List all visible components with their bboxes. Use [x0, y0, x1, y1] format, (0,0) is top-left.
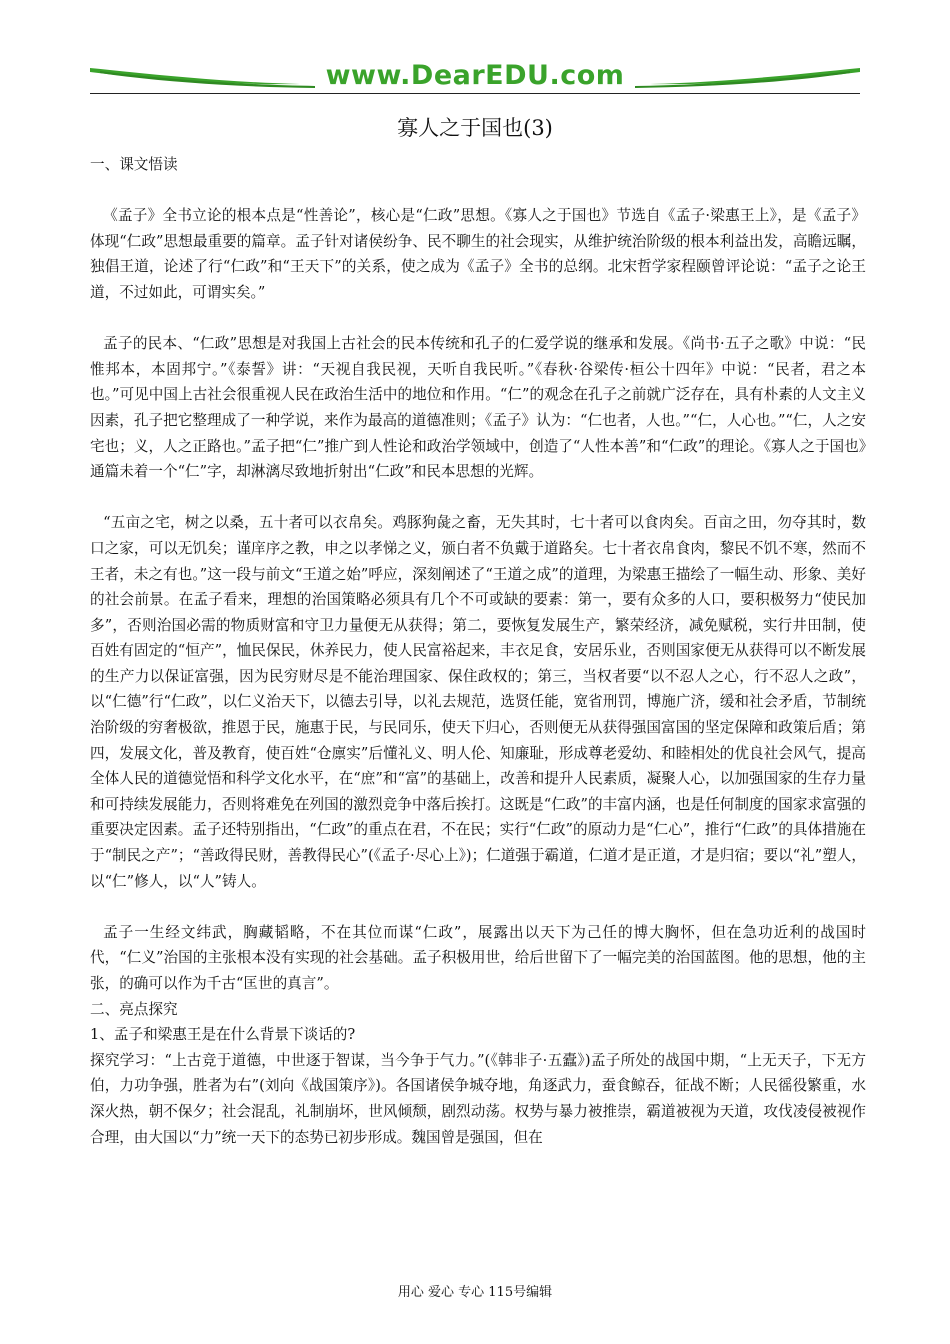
paragraph-4: 孟子一生经文纬武，胸藏韬略，不在其位而谋“仁政”，展露出以天下为己任的博大胸怀，但在急功近利的战国时代，“仁义”治国的主张根本没有实现的社会基础。孟子积极用世，给后世留下了一幅完美的治国蓝图。他的思想，他的主张，的确可以作为千古“匡世的真言”。 — [90, 923, 866, 992]
paragraph-3: “五亩之宅，树之以桑，五十者可以衣帛矣。鸡豚狗彘之畜，无失其时，七十者可以食肉矣。百亩之田，勿夺其时，数口之家，可以无饥矣；谨庠序之教，申之以孝悌之义，颁白者不负戴于道路矣。七十者衣帛食肉，黎民不饥不寒，然而不王者，未之有也。”这一段与前文“王道之始”呼应，深刻阐述了“王道之成”的道理，为梁惠王描绘了一幅生动、形象、美好的社会前景。在孟子看来，理想的治国策略必须具有几个不可或缺的要素：第一，要有众多的人口，要积极努力“使民加多”，否则治国必需的物质财富和守卫力量便无从获得；第二，要恢复发展生产，繁荣经济，减免赋税，实行井田制，使百姓有固定的“恒产”，恤民保民，休养民力，使人民富裕起来，丰衣足食，安居乐业，否则国家便无从获得可以不断发展的生产力以保证富强，因为民穷财尽是不能治理国家、保住政权的；第三，当权者要“以不忍人之心，行不忍人之政”，以“仁德”行“仁政”，以仁义治天下，以德去引导，以礼去规范，选贤任能，宽省刑罚，博施广济，缓和社会矛盾，节制统治阶级的穷奢极欲，推恩于民，施惠于民，与民同乐，使天下归心，否则便无从获得强国富国的坚定保障和政策后盾；第四，发展文化，普及教育，使百姓“仓廪实”后懂礼义、明人伦、知廉耻，形成尊老爱幼、和睦相处的优良社会风气，提高全体人民的道德觉悟和科学文化水平，在“庶”和“富”的基础上，改善和提升人民素质，凝聚人心，以加强国家的生存力量和可持续发展能力，否则将难免在列国的激烈竞争中落后挨打。这既是“仁政”的丰富内涵，也是任何制度的国家求富强的重要决定因素。孟子还特别指出，“仁政”的重点在君，不在民；实行“仁政”的原动力是“仁心”，推行“仁政”的具体措施在于“制民之产”；“善政得民财，善教得民心”(《孟子·尽心上》)；仁道强于霸道，仁道才是正道，才是归宿；要以“礼”塑人，以“仁”修人，以“人”铸人。 — [90, 514, 866, 890]
site-header-banner — [90, 60, 860, 94]
page-footer: 用心 爱心 专心 115号编辑 — [397, 1285, 553, 1300]
spacer — [90, 485, 866, 511]
header-divider — [90, 93, 860, 94]
paragraph-2: 孟子的民本、“仁政”思想是对我国上古社会的民本传统和孔子的仁爱学说的继承和发展。《尚书·五子之歌》中说：“民惟邦本，本固邦宁。”《泰誓》讲：“天视自我民视，天听自我民听。”《春秋·谷梁传·桓公十四年》中说：“民者，君之本也。”可见中国上古社会很重视人民在政治生活中的地位和作用。“仁”的观念在孔子之前就广泛存在，具有朴素的人文主义因素，孔子把它整理成了一种学说，来作为最高的道德准则；《孟子》认为：“仁也者，人也。”“仁，人心也。”“仁，人之安宅也；义，人之正路也。”孟子把“仁”推广到人性论和政治学领域中，创造了“人性本善”和“仁政”的理论。《寡人之于国也》通篇未着一个“仁”字，却淋漓尽致地折射出“仁政”和民本思想的光辉。 — [90, 335, 866, 481]
spacer — [90, 894, 866, 920]
question-1: 1、孟子和梁惠王是在什么背景下谈话的? — [90, 1026, 356, 1044]
section-heading-2: 二、亮点探究 — [90, 1000, 178, 1018]
site-logo-text[interactable]: www.DearEDU.com — [325, 60, 625, 91]
paragraph-1: 《孟子》全书立论的根本点是“性善论”，核心是“仁政”思想。《寡人之于国也》节选自《孟子·梁惠王上》，是《孟子》体现“仁政”思想最重要的篇章。孟子针对诸侯纷争、民不聊生的社会现实，从维护统治阶级的根本利益出发，高瞻远瞩，独倡王道，论述了行“仁政”和“王天下”的关系，使之成为《孟子》全书的总纲。北宋哲学家程颐曾评论说：“孟子之论王道，不过如此，可谓实矣。” — [90, 207, 866, 301]
page-title: 寡人之于国也(3) — [397, 116, 553, 140]
spacer — [90, 306, 866, 332]
section-heading-1: 一、课文悟读 — [90, 156, 178, 173]
document-body — [90, 152, 866, 1150]
question-1-answer: 探究学习：“上古竞于道德，中世逐于智谋，当今争于气力。”(《韩非子·五蠹》)孟子所处的战国中期，“上无天子，下无方伯，力功争强，胜者为右”(刘向《战国策序》)。各国诸侯争城夺地，角逐武力，蚕食鲸吞，征战不断；人民徭役繁重，水深火热，朝不保夕；社会混乱，礼制崩坏，世风倾颓，剧烈动荡。权势与暴力被推崇，霸道被视为天道，攻伐凌侵被视作合理，由大国以“力”统一天下的态势已初步形成。魏国曾是强国，但在 — [90, 1051, 866, 1146]
spacer — [90, 178, 866, 204]
